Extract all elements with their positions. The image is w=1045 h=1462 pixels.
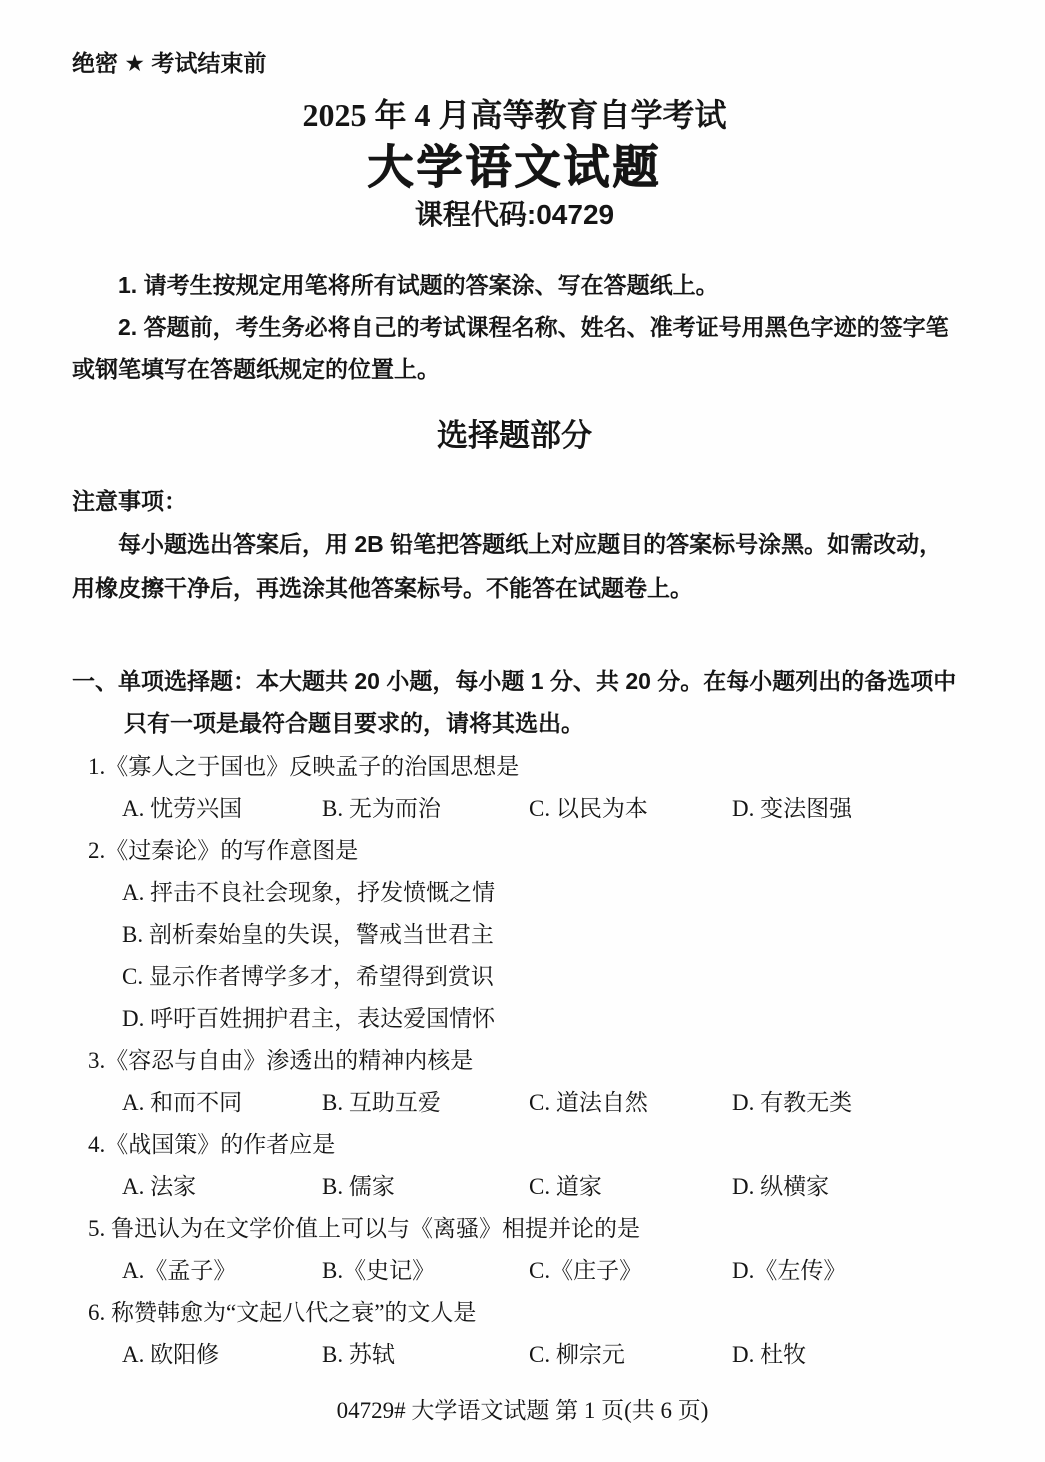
question-stem: 《战国策》的作者应是: [105, 1132, 336, 1157]
option-b: B.《史记》: [322, 1258, 436, 1283]
question-options: [72, 1166, 957, 1208]
option-c: C. 道法自然: [529, 1090, 648, 1115]
notice-heading: 注意事项：: [72, 488, 187, 514]
question-4: [72, 1124, 957, 1208]
option-d: D. 呼吁百姓拥护君主，表达爱国情怀: [122, 1006, 496, 1031]
option-b: B. 剖析秦始皇的失误，警戒当世君主: [122, 922, 494, 947]
option-b: B. 苏轼: [322, 1342, 395, 1367]
option-c: C.《庄子》: [529, 1258, 643, 1283]
instruction-item-2: 2. 答题前，考生务必将自己的考试课程名称、姓名、准考证号用黑色字迹的签字笔或钢笔填写在答题纸规定的位置上。: [72, 314, 949, 382]
question-number: 2.: [88, 838, 106, 863]
option-c: C. 以民为本: [529, 796, 648, 821]
question-list: [72, 746, 957, 1376]
page-footer: 04729# 大学语文试题 第 1 页(共 6 页): [336, 1398, 709, 1423]
option-d: D.《左传》: [732, 1258, 847, 1283]
option-c: C. 柳宗元: [529, 1342, 625, 1367]
part-one-heading: 一、单项选择题：本大题共 20 小题，每小题 1 分、共 20 分。在每小题列出的备选项中只有一项是最符合题目要求的，请将其选出。: [72, 668, 957, 736]
option-b: B. 互助互爱: [322, 1090, 441, 1115]
question-6: [72, 1292, 957, 1376]
question-stem: 《容忍与自由》渗透出的精神内核是: [105, 1048, 474, 1073]
general-instructions: [72, 264, 957, 390]
question-2: [72, 830, 957, 1040]
question-stem: 《寡人之于国也》反映孟子的治国思想是: [105, 754, 520, 779]
exam-session-title: 2025 年 4 月高等教育自学考试: [302, 97, 727, 133]
option-a: A. 忧劳兴国: [122, 796, 243, 821]
option-a: A. 和而不同: [122, 1090, 243, 1115]
question-stem: 称赞韩愈为“文起八代之衰”的文人是: [105, 1300, 477, 1325]
question-number: 6.: [88, 1300, 106, 1325]
option-d: D. 变法图强: [732, 796, 853, 821]
question-options: [72, 1334, 957, 1376]
section-title-multiple-choice: 选择题部分: [437, 418, 592, 453]
classification-banner: 绝密 ★ 考试结束前: [72, 50, 267, 76]
paper-title: 大学语文试题: [367, 141, 662, 193]
option-a: A.《孟子》: [122, 1258, 237, 1283]
question-3: [72, 1040, 957, 1124]
course-code: 课程代码:04729: [414, 199, 615, 230]
question-number: 4.: [88, 1132, 106, 1157]
option-c: C. 显示作者博学多才，希望得到赏识: [122, 964, 494, 989]
option-d: D. 有教无类: [732, 1090, 853, 1115]
question-options: [72, 1250, 957, 1292]
option-a: A. 法家: [122, 1174, 197, 1199]
question-stem: 《过秦论》的写作意图是: [105, 838, 359, 863]
option-d: D. 杜牧: [732, 1342, 807, 1367]
question-5: [72, 1208, 957, 1292]
option-b: B. 无为而治: [322, 796, 441, 821]
question-number: 3.: [88, 1048, 106, 1073]
option-a: A. 欧阳修: [122, 1342, 220, 1367]
question-options: [72, 872, 957, 1040]
question-1: [72, 746, 957, 830]
instruction-item-1: 1. 请考生按规定用笔将所有试题的答案涂、写在答题纸上。: [118, 272, 719, 298]
notice-text: 每小题选出答案后，用 2B 铅笔把答题纸上对应题目的答案标号涂黑。如需改动，用橡皮擦干净后，再选涂其他答案标号。不能答在试题卷上。: [72, 531, 943, 601]
option-c: C. 道家: [529, 1174, 602, 1199]
question-options: [72, 1082, 957, 1124]
question-number: 5.: [88, 1216, 106, 1241]
option-b: B. 儒家: [322, 1174, 395, 1199]
question-options: [72, 788, 957, 830]
question-stem: 鲁迅认为在文学价值上可以与《离骚》相提并论的是: [105, 1216, 640, 1241]
question-number: 1.: [88, 754, 106, 779]
option-d: D. 纵横家: [732, 1174, 830, 1199]
option-a: A. 抨击不良社会现象，抒发愤慨之情: [122, 880, 496, 905]
